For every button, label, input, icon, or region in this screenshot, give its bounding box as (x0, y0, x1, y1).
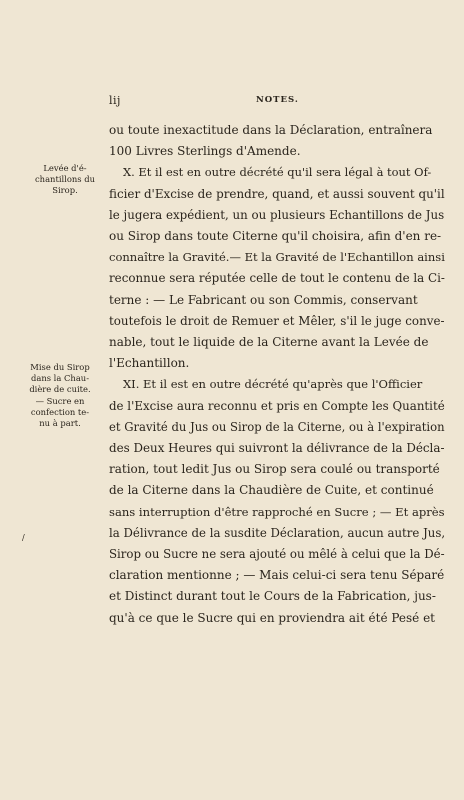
margin-note-sample-levy (26, 163, 104, 197)
text-line: de la Citerne dans la Chaudière de Cuite, et continué (109, 483, 434, 498)
text-line: ficier d'Excise de prendre, quand, et aussi souvent qu'il (109, 186, 445, 201)
text-line: de l'Excise aura reconnu et pris en Compte les Quantité (109, 398, 445, 413)
text-line: l'Echantillon. (109, 356, 190, 371)
text-line: ou toute inexactitude dans la Déclaration, entraînera (109, 123, 433, 137)
text-line: Sirop ou Sucre ne sera ajouté ou mêlé à celui que la Dé- (109, 547, 445, 562)
text-line: la Délivrance de la susdite Déclaration, aucun autre Jus, (109, 525, 445, 540)
text-line: et Distinct durant tout le Cours de la Fabrication, jus- (109, 589, 436, 604)
margin-note-line: Sirop. (52, 185, 78, 196)
text-line: toutefois le droit de Remuer et Mêler, s'il le juge conve- (109, 313, 445, 328)
text-line: reconnue sera réputée celle de tout le contenu de la Ci- (109, 271, 445, 286)
text-line: 100 Livres Sterlings d'Amende. (109, 144, 301, 159)
text-line: claration mentionne ; — Mais celui-ci sera tenu Séparé (109, 568, 445, 583)
text-line: nable, tout le liquide de la Citerne avant la Levée de (109, 335, 429, 350)
text-line: terne : — Le Fabricant ou son Commis, conservant (109, 292, 418, 307)
margin-note-line: dans la Chau- (30, 373, 90, 384)
text-line: le jugera expédient, un ou plusieurs Echantillons de Jus (109, 207, 445, 222)
text-line: qu'à ce que le Sucre qui en proviendra ait été Pesé et (109, 610, 436, 625)
margin-note-line: chantillons du (34, 174, 96, 185)
stray-mark: / (22, 533, 25, 542)
page-header (109, 94, 439, 108)
page-number: lij (109, 94, 121, 107)
margin-note-line: Mise du Sirop (30, 362, 90, 372)
text-line: sans interruption d'être rapproché en Sucre ; — Et après (109, 504, 445, 519)
margin-note-line: nu à part. (39, 418, 81, 429)
text-line: ration, tout ledit Jus ou Sirop sera coulé ou transporté (109, 462, 440, 477)
margin-note-syrup-boiling (21, 362, 99, 429)
text-line: XI. Et il est en outre décrété qu'après que l'Officier (123, 377, 423, 392)
margin-note-line: — Sucre en (35, 395, 85, 406)
text-line: ou Sirop dans toute Citerne qu'il choisira, afin d'en re- (109, 229, 442, 244)
text-line: des Deux Heures qui suivront la délivrance de la Décla- (109, 441, 445, 456)
text-line: X. Et il est en outre décrété qu'il sera légal à tout Of- (123, 165, 432, 180)
margin-note-line: dière de cuite. (29, 384, 91, 395)
margin-note-line: Levée d'é- (43, 163, 87, 173)
running-title: NOTES. (256, 95, 299, 105)
text-line: et Gravité du Jus ou Sirop de la Citerne, ou à l'expiration (109, 419, 445, 434)
margin-note-line: confection te- (30, 406, 90, 417)
body-text (109, 120, 445, 629)
text-line: connaître la Gravité.— Et la Gravité de l'Echantillon ainsi (109, 250, 445, 265)
